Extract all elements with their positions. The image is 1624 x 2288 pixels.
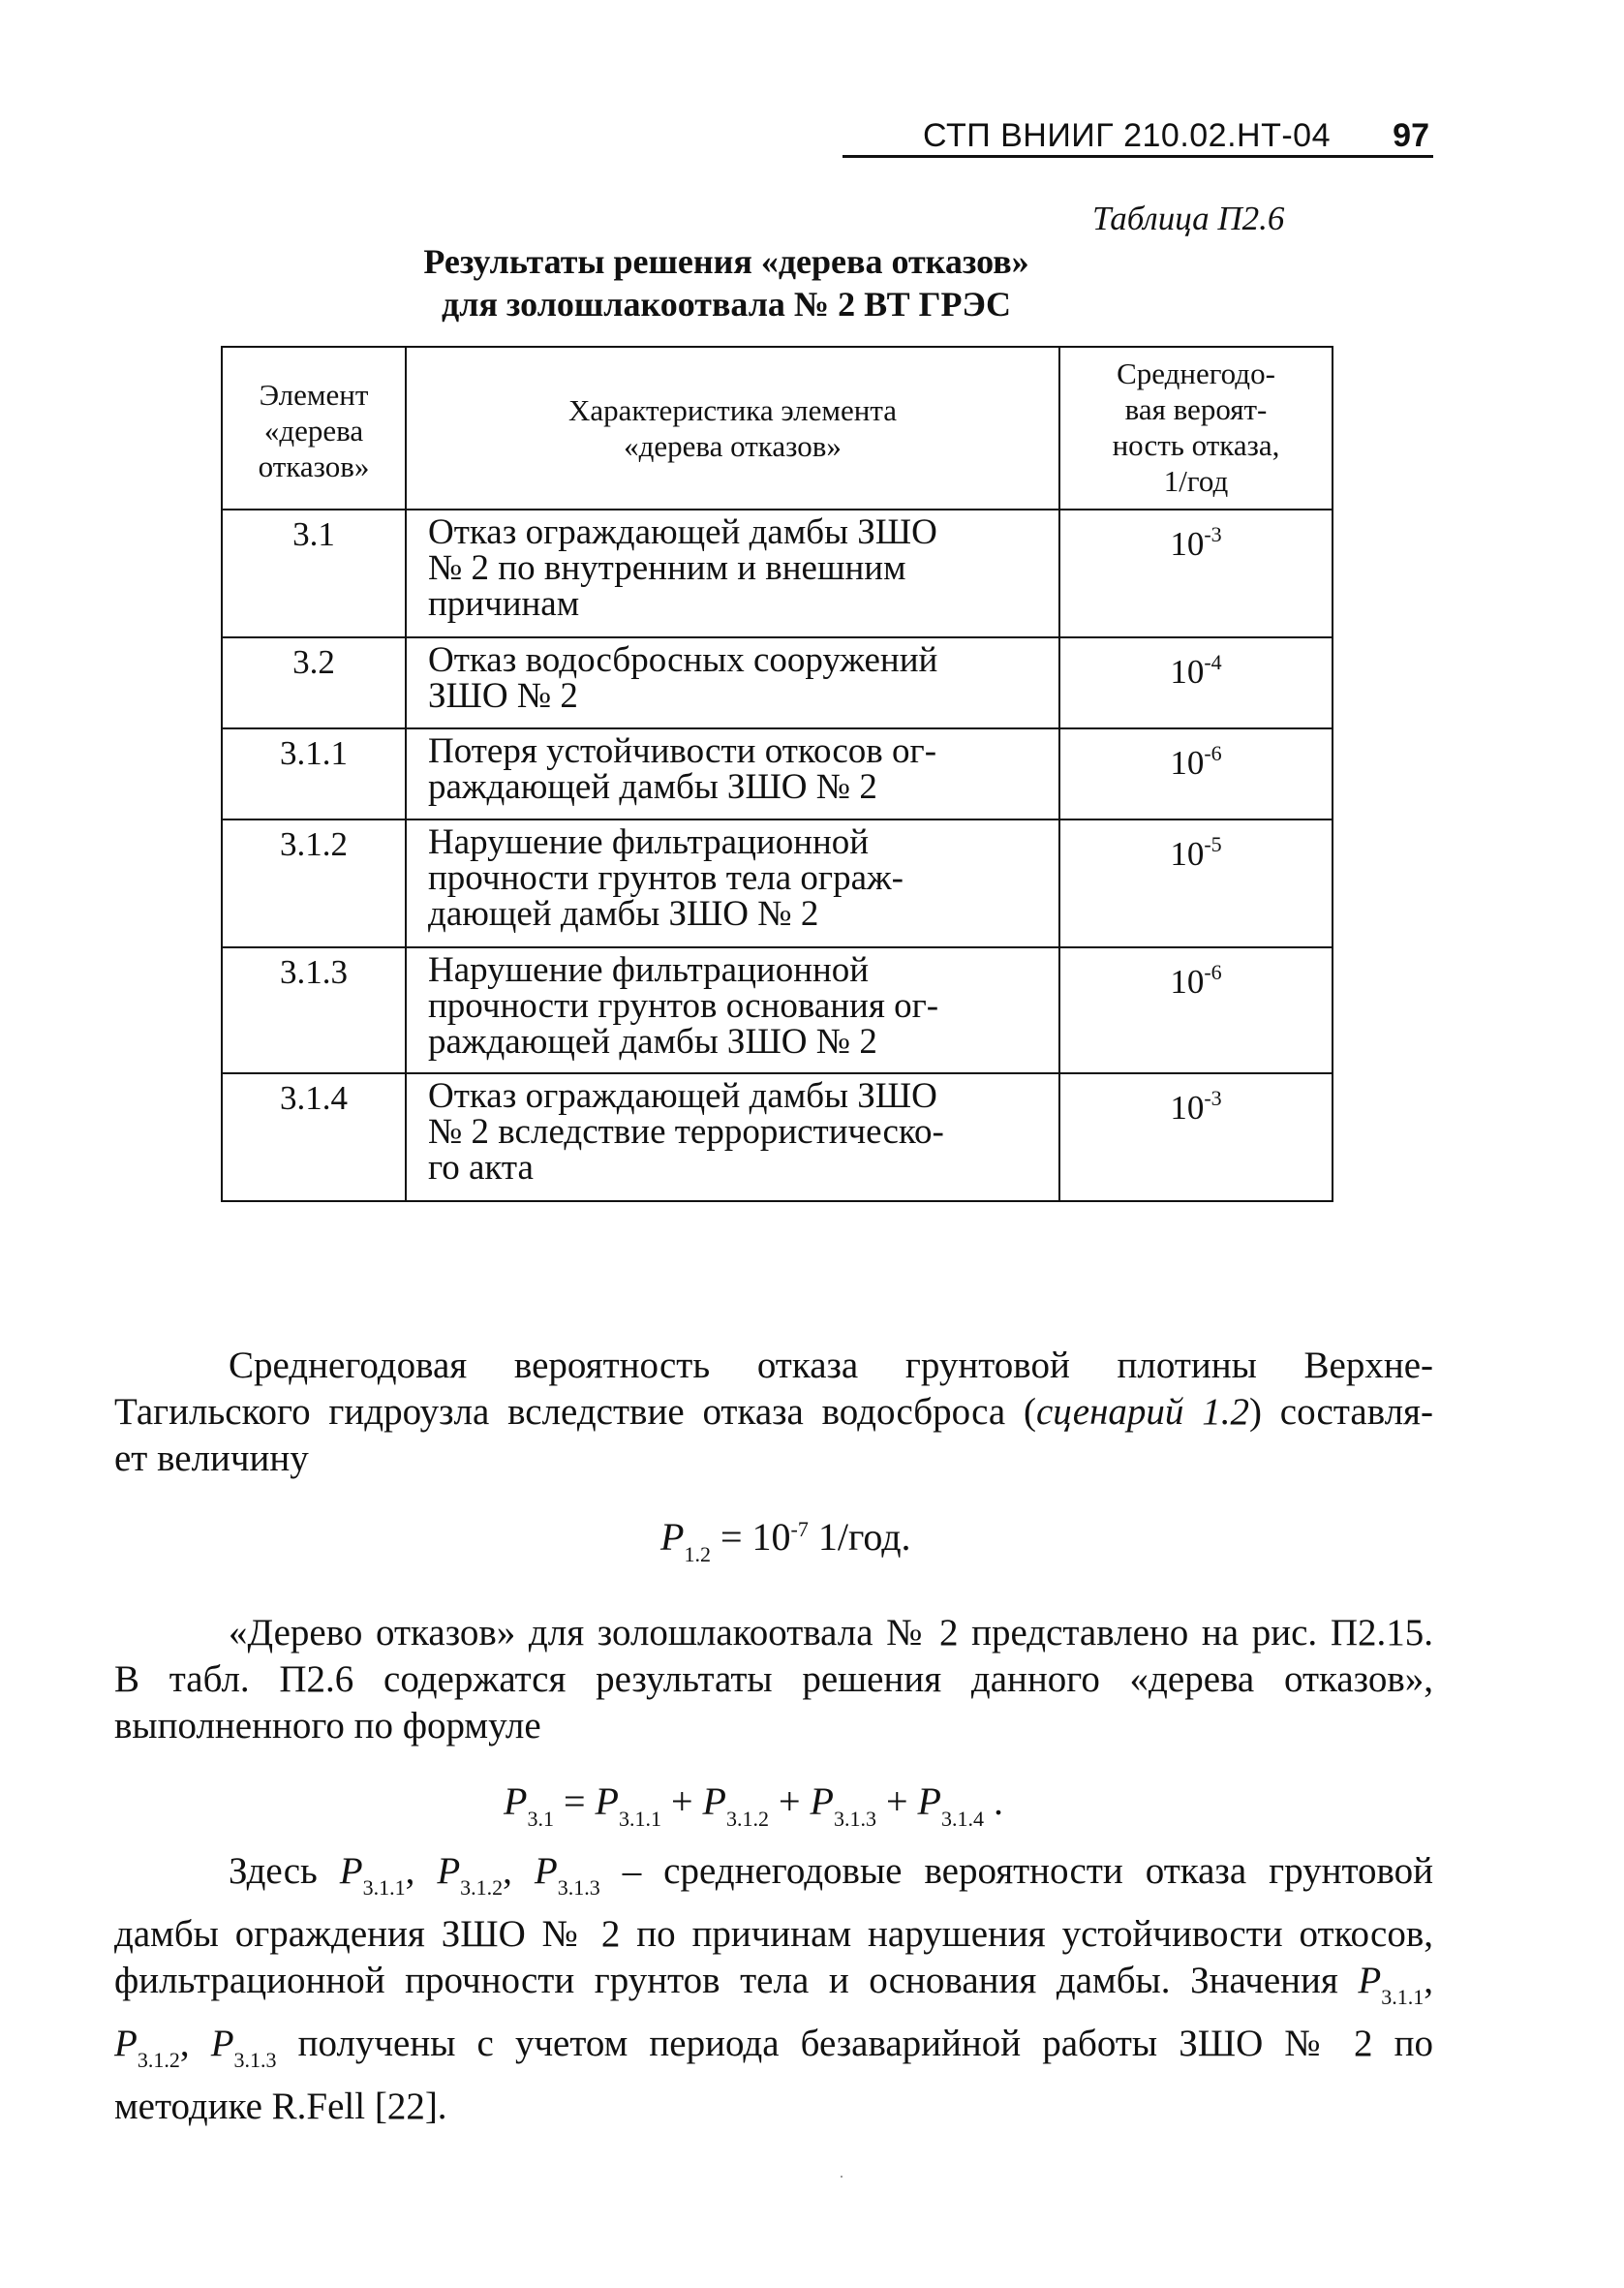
- header-probability: Среднегодо- вая вероят- ность отказа, 1/год: [1059, 347, 1333, 510]
- failure-probability: $10^{-3}$: [1059, 510, 1333, 637]
- failure-probability: $10^{-6}$: [1059, 947, 1333, 1073]
- table-title-line: для золошлакоотвала № 2 ВТ ГРЭС: [442, 285, 1011, 324]
- table-row: [222, 637, 1333, 728]
- table-row: [222, 947, 1333, 1073]
- element-description: Нарушение фильтрационной прочности грунтов тела ограж- дающей дамбы ЗШО № 2: [406, 819, 1059, 947]
- table-row: [222, 819, 1333, 947]
- element-id: 3.1.4: [222, 1073, 406, 1201]
- scan-speck: [841, 2176, 843, 2178]
- formula-p12: $P_{1.2} = 10^{-7}$ 1/год.: [660, 1515, 911, 1566]
- failure-probability: $10^{-6}$: [1059, 728, 1333, 819]
- table-row: [222, 1073, 1333, 1201]
- running-header: [843, 108, 1433, 158]
- element-description: Отказ водосбросных сооружений ЗШО № 2: [406, 637, 1059, 728]
- element-description: Отказ ограждающей дамбы ЗШО № 2 по внутренним и внешним причинам: [406, 510, 1059, 637]
- element-description: Потеря устойчивости откосов ог- раждающей дамбы ЗШО № 2: [406, 728, 1059, 819]
- fault-tree-results-table: [221, 346, 1333, 1202]
- element-description: Отказ ограждающей дамбы ЗШО № 2 вследствие террористическо- го акта: [406, 1073, 1059, 1201]
- formula-p31: $P_{3.1} = P_{3.1.1} + P_{3.1.2} + P_{3.1.3} + P_{3.1.4}$ .: [504, 1779, 1003, 1831]
- header-characteristic: Характеристика элемента «дерева отказов»: [406, 347, 1059, 510]
- paragraph-explanation: Здесь $P_{3.1.1}$, $P_{3.1.2}$, $P_{3.1.3}$ – среднегодовые вероятности отказа грунтовой дамбы ограждения ЗШО № 2 по причинам нарушения устойчивости откосов, фильтрационной прочности грунтов тела и основания дамбы. Значения $P_{3.1.1}$, $P_{3.1.2}$, $P_{3.1.3}$ получены с учетом периода безаварийной работы ЗШО № 2 по методике R.Fell [22].: [114, 1850, 1434, 2127]
- page-number: 97: [1393, 117, 1429, 154]
- table-title: [320, 240, 1133, 325]
- paragraph-scenario: Среднегодовая вероятность отказа грунтовой плотины Верхне- Тагильского гидроузла вследствие отказа водосброса (сценарий 1.2) составля- ет величину: [114, 1345, 1433, 1479]
- table-label: Таблица П2.6: [1092, 200, 1285, 237]
- failure-probability: $10^{-3}$: [1059, 1073, 1333, 1201]
- element-description: Нарушение фильтрационной прочности грунтов основания ог- раждающей дамбы ЗШО № 2: [406, 947, 1059, 1073]
- element-id: 3.1.2: [222, 819, 406, 947]
- element-id: 3.1: [222, 510, 406, 637]
- document-code: СТП ВНИИГ 210.02.НТ-04: [923, 117, 1331, 154]
- element-id: 3.1.3: [222, 947, 406, 1073]
- element-id: 3.2: [222, 637, 406, 728]
- table-row: [222, 728, 1333, 819]
- header-element: Элемент «дерева отказов»: [222, 347, 406, 510]
- table-row: [222, 510, 1333, 637]
- table-title-line: Результаты решения «дерева отказов»: [423, 242, 1029, 281]
- element-id: 3.1.1: [222, 728, 406, 819]
- table-header-row: [222, 347, 1333, 510]
- failure-probability: $10^{-5}$: [1059, 819, 1333, 947]
- failure-probability: $10^{-4}$: [1059, 637, 1333, 728]
- paragraph-fault-tree: «Дерево отказов» для золошлакоотвала № 2 представлено на рис. П2.15. В табл. П2.6 содержатся результаты решения данного «дерева отказов», выполненного по формуле: [114, 1612, 1433, 1747]
